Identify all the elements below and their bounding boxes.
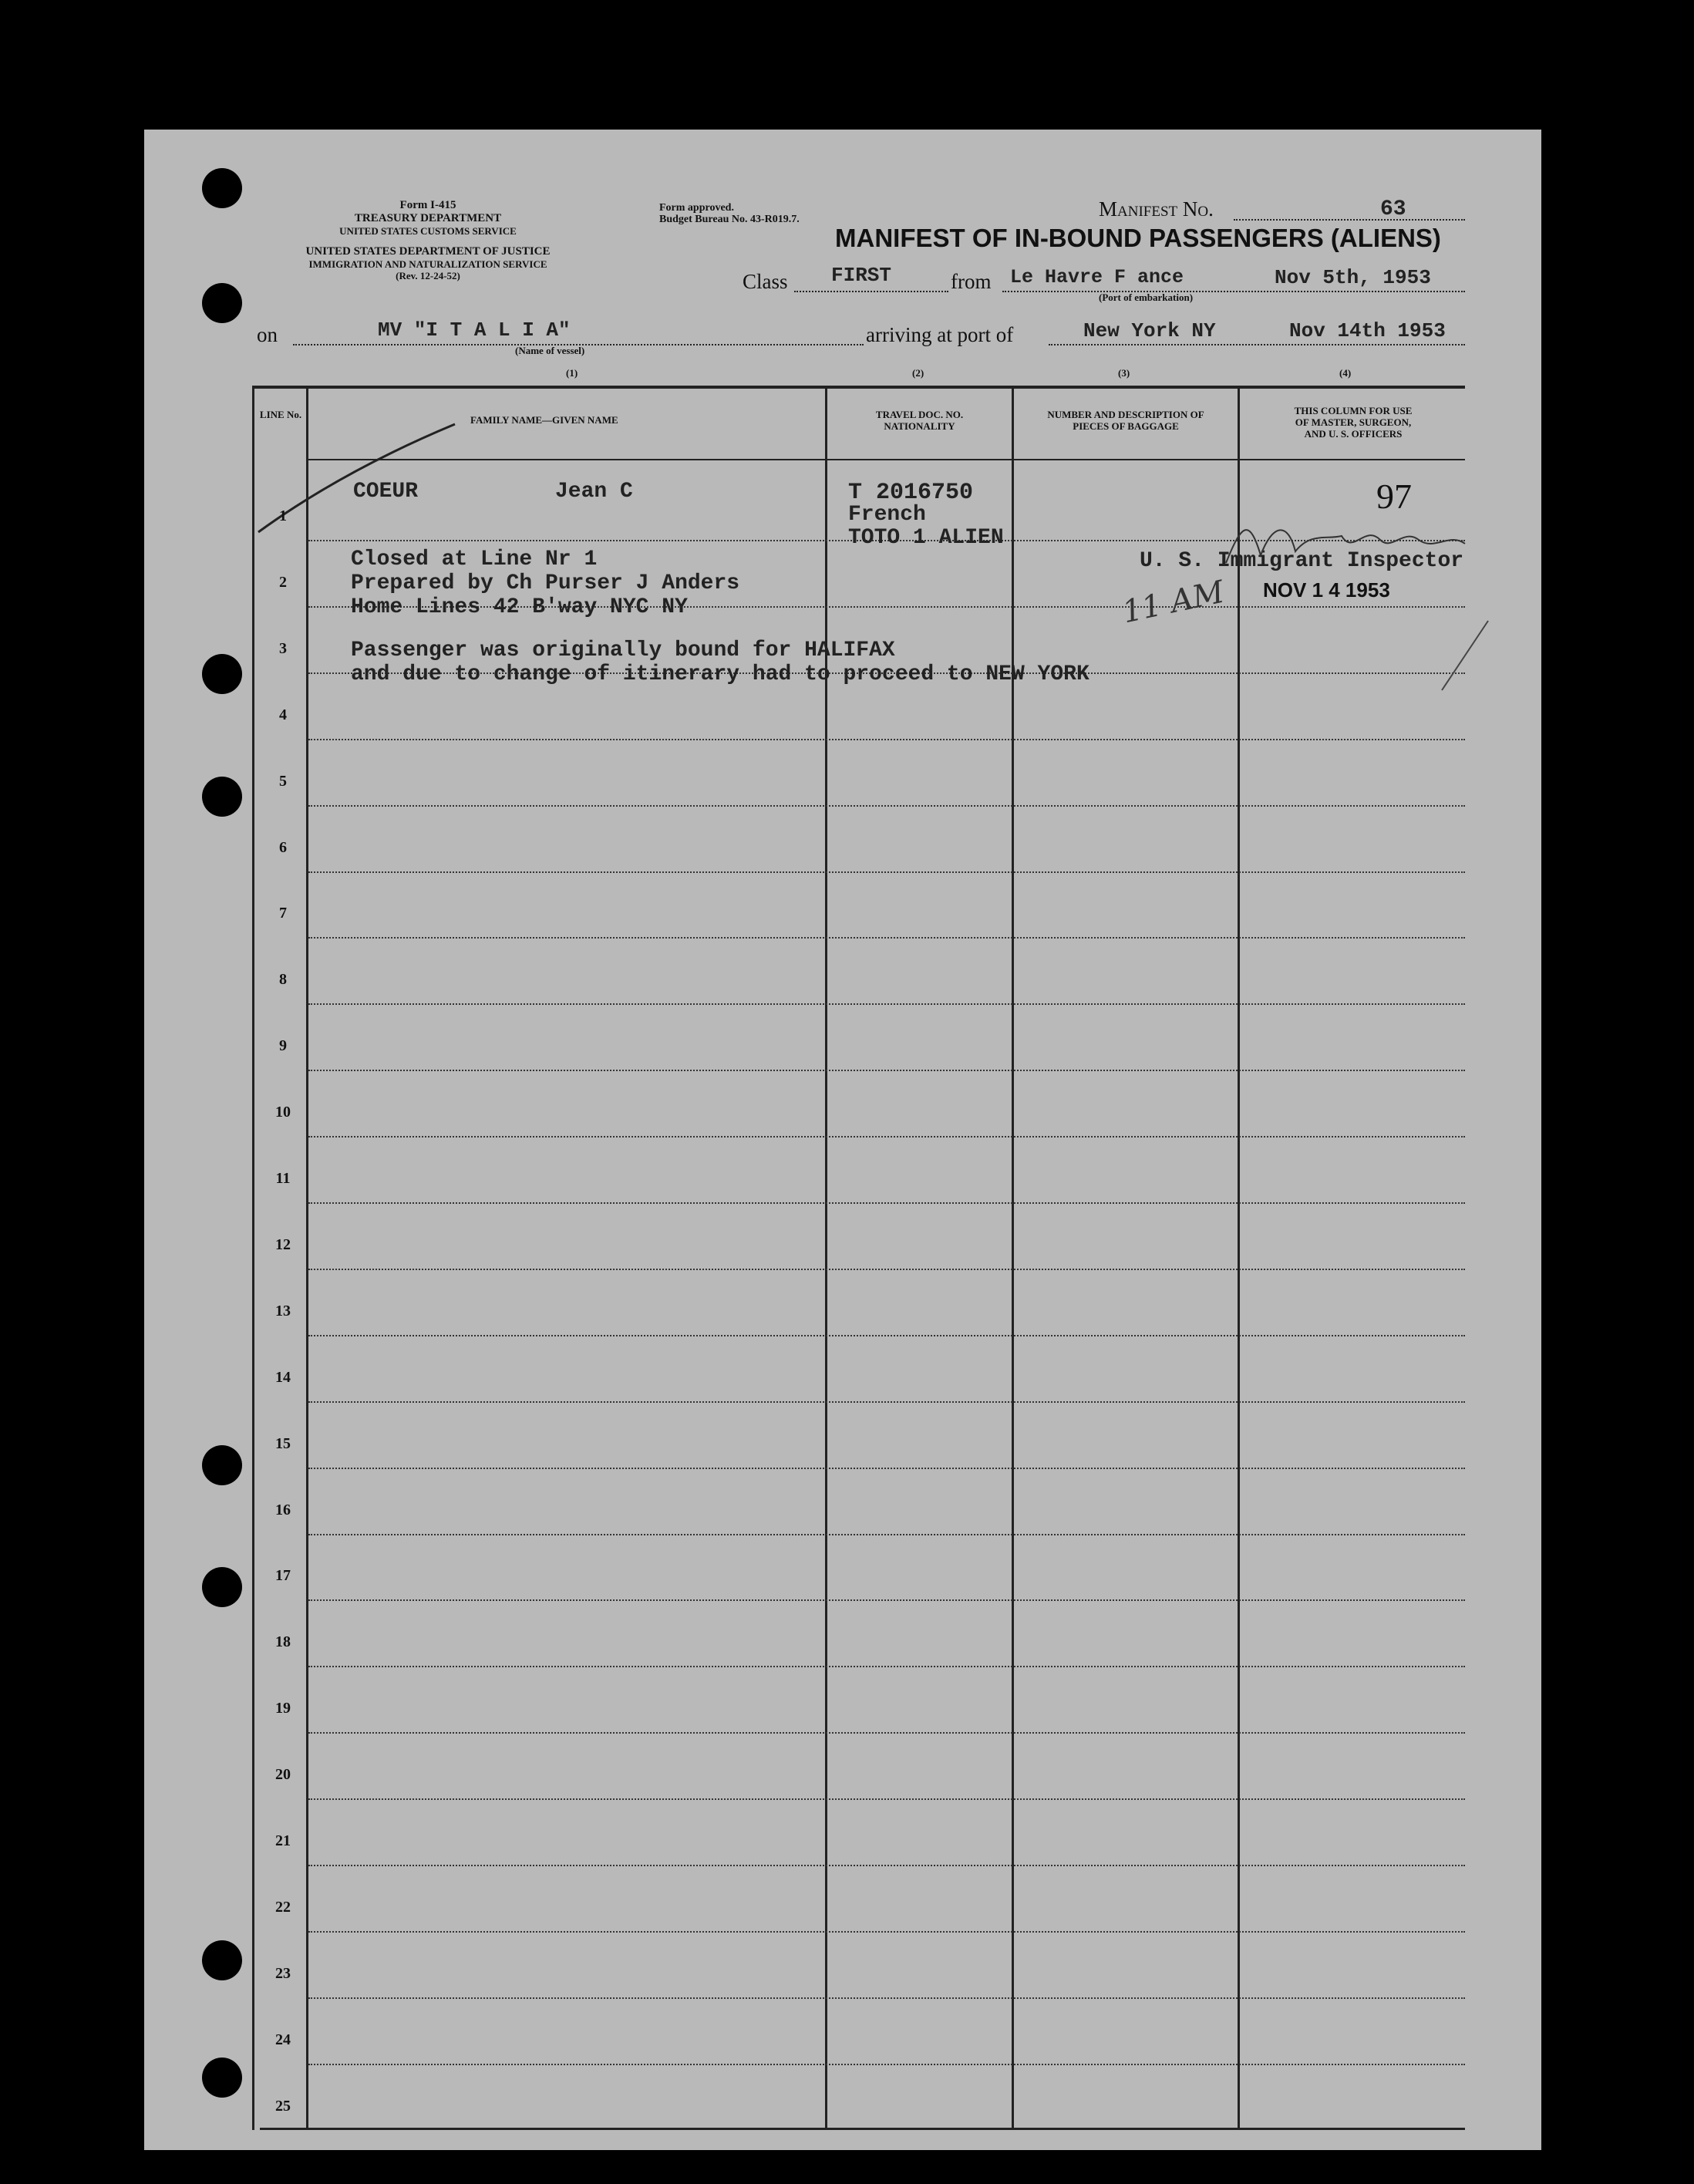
port-of-embarkation: Le Havre F ance [1010,266,1184,288]
row-rule [308,1798,1465,1800]
treasury-department: TREASURY DEPARTMENT [354,212,502,224]
line-number: 6 [279,838,287,856]
binder-hole [202,2058,242,2098]
binder-hole [202,283,242,323]
approval-block [659,202,800,225]
on-label: on [257,323,278,346]
line-number: 24 [275,2031,291,2048]
arrival-date: Nov 14th 1953 [1289,319,1446,342]
nationality-label: NATIONALITY [884,420,955,432]
prepared-by: Prepared by Ch Purser J Anders [351,571,740,595]
departure-date: Nov 5th, 1953 [1275,266,1431,289]
passenger-note-line-2: and due to change of itinerary had to proceed to NEW YORK [351,662,1089,686]
stamp-date: NOV 1 4 1953 [1263,578,1390,602]
line-no-header: LINE No. [259,409,302,420]
col-number-1: (1) [566,367,578,379]
line-number: 15 [275,1434,291,1452]
name-header: FAMILY NAME—GIVEN NAME [470,414,618,426]
family-name: COEUR [353,480,419,504]
inspector-stamp: U. S. Immigrant Inspector [1140,549,1464,573]
ins-label: IMMIGRATION AND NATURALIZATION SERVICE [308,258,547,270]
total-aliens: TOTO 1 ALIEN [848,526,1004,550]
vessel-caption: (Name of vessel) [515,345,585,356]
line-number: 19 [275,1700,291,1717]
line-number: 18 [275,1633,291,1651]
line-number: 21 [275,1832,291,1849]
row-rule [308,1997,1465,1999]
form-id-block [316,199,540,237]
row-rule [308,1468,1465,1469]
row-rule [308,1202,1465,1204]
travel-doc-label: TRAVEL DOC. NO. [875,409,964,420]
manifest-no-line [1234,219,1465,221]
line-number: 7 [279,905,287,922]
class-line [794,291,948,292]
row-rule [308,1269,1465,1270]
row-rule [308,1865,1465,1866]
row-rule [308,937,1465,939]
col-number-4: (4) [1339,367,1352,379]
arrival-port: New York NY [1083,319,1216,342]
travel-doc-no: T 2016750 [848,480,974,506]
binder-hole [202,654,242,694]
manifest-title: MANIFEST OF IN-BOUND PASSENGERS (ALIENS) [835,224,1441,252]
baggage-label-1: NUMBER AND DESCRIPTION OF [1047,409,1204,420]
row-rule [308,1136,1465,1138]
line-number: 4 [279,706,287,723]
line-number: 2 [279,573,287,591]
from-label: from [951,270,992,293]
row-rule [308,1534,1465,1535]
manifest-no-label: Manifest No. [1099,197,1214,221]
revision-date: (Rev. 12-24-52) [396,270,460,281]
officer-number: 97 [1376,477,1412,516]
row-rule [308,1401,1465,1403]
class-label: Class [743,270,788,293]
officers-label-3: AND U. S. OFFICERS [1304,428,1403,440]
col-number-2: (2) [912,367,924,379]
line-number: 23 [275,1964,291,1982]
table-top-rule [252,386,1465,389]
line-number: 25 [275,2097,291,2115]
binder-hole [202,777,242,817]
budget-bureau-no: Budget Bureau No. 43-R019.7. [659,214,800,225]
line-number: 12 [275,1235,291,1253]
line-number: 1 [279,507,287,524]
justice-block [254,245,601,281]
class-value: FIRST [831,264,892,287]
line-number: 22 [275,1898,291,1916]
passenger-note [351,639,1089,686]
line-number: 11 [275,1170,291,1187]
line-number: 5 [279,772,287,790]
line-number: 17 [275,1567,291,1585]
form-approved: Form approved. [659,202,734,214]
line-number: 16 [275,1501,291,1518]
row-rule [308,805,1465,807]
customs-service: UNITED STATES CUSTOMS SERVICE [339,225,517,237]
row-rule [308,739,1465,740]
arriving-label: arriving at port of [866,323,1014,346]
baggage-label-2: PIECES OF BAGGAGE [1073,420,1179,432]
port-line [1002,291,1465,292]
row-rule [308,1003,1465,1005]
officers-header [1249,405,1457,440]
manifest-no-value: 63 [1380,197,1406,221]
given-name: Jean C [555,480,633,504]
row-rule [308,1335,1465,1336]
row-rule [308,2064,1465,2065]
row-rule [308,1070,1465,1071]
arrival-line [1049,344,1465,345]
line-number: 10 [275,1104,291,1121]
officers-label-1: THIS COLUMN FOR USE [1294,405,1413,416]
department-of-justice: UNITED STATES DEPARTMENT OF JUSTICE [305,245,551,258]
port-caption: (Port of embarkation) [1099,292,1194,303]
vessel-name: MV "I T A L I A" [378,318,571,342]
closed-at-line: Closed at Line Nr 1 [351,548,598,571]
baggage-col-divider [1238,386,1240,2130]
row-rule [308,1666,1465,1667]
line-number: 20 [275,1766,291,1784]
handwritten-time: 11 AM [1119,574,1228,631]
baggage-header [1018,409,1234,432]
row-rule [308,1931,1465,1933]
passenger-note-line-1: Passenger was originally bound for HALIFAX [351,639,895,662]
margin-pen-mark [1434,617,1496,694]
row-rule [308,1732,1465,1734]
line-number: 14 [275,1368,291,1386]
row-rule [308,871,1465,873]
inspector-signature [1218,509,1473,578]
home-lines-address: Home Lines 42 B'way NYC NY [351,595,688,619]
officers-label-2: OF MASTER, SURGEON, [1295,416,1412,428]
table-bottom-rule [260,2128,1465,2130]
travel-doc-header [837,409,1002,432]
binder-hole [202,1940,242,1980]
nationality: French [848,503,926,527]
line-number: 3 [279,639,287,657]
line-number: 9 [279,1037,287,1055]
line-number: 13 [275,1302,291,1320]
row-rule [308,1599,1465,1601]
form-number: Form I-415 [399,199,456,211]
binder-hole [202,1567,242,1607]
col-number-3: (3) [1118,367,1130,379]
closed-note [351,548,739,619]
binder-hole [202,1445,242,1485]
line-number: 8 [279,971,287,989]
binder-hole [202,168,242,208]
